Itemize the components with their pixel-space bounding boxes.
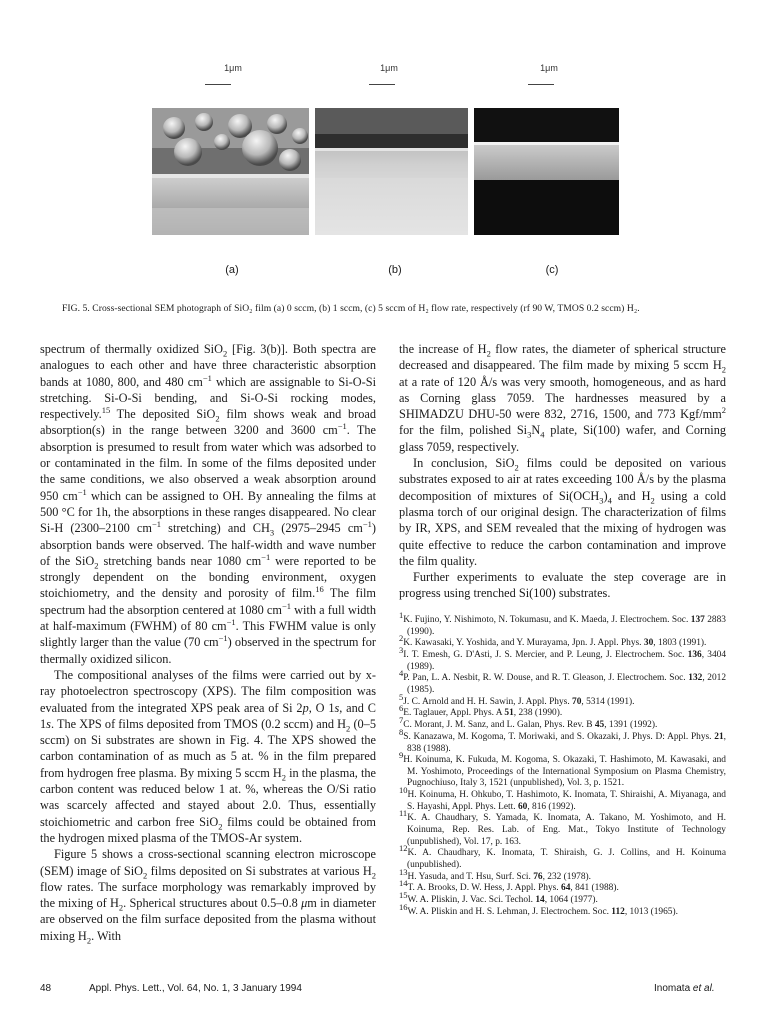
paragraph-xps: The compositional analyses of the films were carried out by x-ray photoelectron spectroscopy (XPS). The film composition was evaluated from the integrated XPS peak area of Si 2p, O 1s, and C 1s. The XPS of films deposited from TMOS (0.2 sccm) and $H_2$ (0–5 sccm) on Si substrates are shown in Fig. 4. The XPS showed the carbon contamination of as much as 5 at. % in the film prepared from hydrogen free plasma. By mixing 5 sccm $H_2$ in the plasma, the carbon content was reduced below 1 at. %, whereas the O/Si ratio was scarcely affected and stayed about 2.0. Thus, essentially stoichiometric and carbon free SiO$_2$ films could be obtained from the hydrogen mixed plasma of the TMOS-Ar system. [40,667,376,845]
references-list [399,610,727,918]
reference-item: $^{15}$W. A. Pliskin, J. Vac. Sci. Techol. 14, 1064 (1977). [399,890,598,906]
reference-item: $^8$S. Kanazawa, M. Kogoma, T. Moriwaki, and S. Okazaki, J. Phys. D: Appl. Phys. 21, 838 (1988). [399,726,726,754]
body-column-right [399,341,726,602]
scale-bar-a [205,84,231,85]
page-number: 48 [40,983,52,994]
panel-label-c: (c) [545,264,559,276]
paragraph-ir-absorption: spectrum of thermally oxidized SiO$_2$ [Fig. 3(b)]. Both spectra are analogues to each other and have three characteristic absorption bands at 1080, 800, and 480 $cm^{-1}$ which are assignable to Si-O-Si stretching. Si-O-Si bending, and Si-O-Si rocking modes, respectively.$^{15}$ The deposited SiO$_2$ film shows weak and broad absorption(s) in the range between 3200 and 3600 $cm^{-1}$. The absorption is presumed to result from water which was adsorbed to or contaminated in the film. In some of the films deposited under the same conditions, we also observed a weak absorption around 950 $cm^{-1}$ which can be assigned to OH. By annealing the films at 500 °C for 1h, the absorptions in these ranges disappeared. No clear Si-H (2300–2100 $cm^{-1}$ stretching) and $CH_3$ (2975–2945 $cm^{-1}$) absorption bands were observed. The half-width and wave number of the SiO$_2$ stretching bands near 1080 $cm^{-1}$ were reported to be strongly dependent on the bonding environment, oxygen stoichiometry, and the density and porosity of film.$^{16}$ The film spectrum had the absorption centered at 1080 $cm^{-1}$ with a full width at half-maximum (FWHM) of 80 $cm^{-1}$. This FWHM value is only slightly larger than the value (70 $cm^{-1}$) observed in the spectrum for thermally oxidized silicon. [40,342,377,666]
scale-label-b: 1μm [380,63,398,73]
paragraph-hardness: the increase of $H_2$ flow rates, the diameter of spherical structure decreased and disappeared. The film made by mixing 5 sccm $H_2$ at a rate of 120 Å/s was very smooth, homogeneous, and as hard as Corning glass 7059. The hardnesses measured by a SHIMADZU DHU-50 were 832, 2716, 1500, and 773 Kgf/$mm^2$ for the film, polished $Si_3N_4$ plate, Si(100) wafer, and Corning glass 7059, respectively. [399,342,726,454]
scale-label-a: 1μm [224,63,242,73]
reference-item: $^{11}$K. A. Chaudhary, S. Yamada, K. Inomata, A. Takano, M. Yoshimoto, and H. Koinuma, Rep. Res. Lab. of Eng. Mat., Tokyo Institute of Technology (unpublished), Vol. 17, p. 163. [399,808,726,847]
reference-item: $^{13}$H. Yasuda, and T. Hsu, Surf. Sci. 76, 232 (1978). [399,866,592,882]
reference-item: $^7$C. Morant, J. M. Sanz, and L. Galan, Phys. Rev. B 45, 1391 (1992). [399,715,658,731]
reference-item: $^9$H. Koinuma, K. Fukuda, M. Kogoma, S. Okazaki, T. Hashimoto, M. Kawasaki, and M. Yoshimoto, Proceedings of the International Symposium on Plasma Chemistry, Pugnochiuso, Italy 3, 1521 (unpublished), Vol. 3, p. 1521. [399,750,726,789]
reference-item: $^{14}$T. A. Brooks, D. W. Hess, J. Appl. Phys. 64, 841 (1988). [399,878,619,894]
sem-image-c [474,108,619,235]
reference-item: $^2$K. Kawasaki, Y. Yoshida, and Y. Murayama, Jpn. J. Appl. Phys. 30, 1803 (1991). [399,633,707,649]
figure-caption: FIG. 5. Cross-sectional SEM photograph of SiO₂ film (a) 0 sccm, (b) 1 sccm, (c) 5 sccm of H₂ flow rate, respectively (rf 90 W, TMOS 0.2 sccm) H₂. [62,303,640,314]
reference-item: $^6$E. Taglauer, Appl. Phys. A 51, 238 (1990). [399,703,563,719]
journal-citation: Appl. Phys. Lett., Vol. 64, No. 1, 3 January 1994 [89,983,302,994]
reference-item: $^4$P. Pan, L. A. Nesbit, R. W. Douse, and R. T. Gleason, J. Electrochem. Soc. 132, 2012 (1985). [399,668,727,696]
scale-label-c: 1μm [540,63,558,73]
paragraph-sem: Figure 5 shows a cross-sectional scanning electron microscope (SEM) image of SiO$_2$ films deposited on Si substrates at various $H_2$ flow rates. The surface morphology was remarkably improved by the mixing of $H_2$. Spherical structures about 0.5–0.8 μm in diameter are observed on the film surface deposited from the plasma without mixing $H_2$. With [40,847,377,946]
reference-item: $^{10}$H. Koinuma, H. Ohkubo, T. Hashimoto, K. Inomata, T. Shiraishi, A. Miyanaga, and S. Hayashi, Appl. Phys. Lett. 60, 816 (1992). [399,785,726,812]
paragraph-further: Further experiments to evaluate the step coverage are in progress using trenched Si(100) substrates. [399,570,726,601]
scale-bar-b [369,84,395,85]
panel-label-a: (a) [225,264,239,276]
reference-item: $^1$K. Fujino, Y. Nishimoto, N. Tokumasu, and K. Maeda, J. Electrochem. Soc. 137 2883 (1990). [399,610,726,637]
sem-image-b [315,108,468,235]
reference-item: $^{12}$K. A. Chaudhary, K. Inomata, T. Shiraish, G. J. Collins, and H. Koinuma (unpublished). [399,843,726,870]
sem-image-a [152,108,309,235]
panel-label-b: (b) [388,264,402,276]
running-author-etal: et al. [692,983,715,994]
reference-item: $^5$J. C. Arnold and H. H. Sawin, J. Appl. Phys. 70, 5314 (1991). [399,691,635,707]
paragraph-conclusion: In conclusion, SiO$_2$ films could be deposited on various substrates exposed to air at rates exceeding 100 Å/s by the plasma decomposition of mixtures of $Si(OCH_3)_4$ and $H_2$ using a cold plasma torch of our original design. The characterization of films by IR, XPS, and SEM revealed that the mixing of hydrogen was quite effective to reduce the carbon contamination and improve the film quality. [399,456,726,568]
running-author-name: Inomata [654,983,691,994]
body-column-left [40,341,376,944]
reference-item: $^{16}$W. A. Pliskin and H. S. Lehman, J. Electrochem. Soc. 112, 1013 (1965). [399,901,678,917]
running-author [654,983,715,994]
scale-bar-c [528,84,554,85]
reference-item: $^3$I. T. Emesh, G. D'Asti, J. S. Mercier, and P. Leung, J. Electrochem. Soc. 136, 3404 (1989). [399,645,727,672]
